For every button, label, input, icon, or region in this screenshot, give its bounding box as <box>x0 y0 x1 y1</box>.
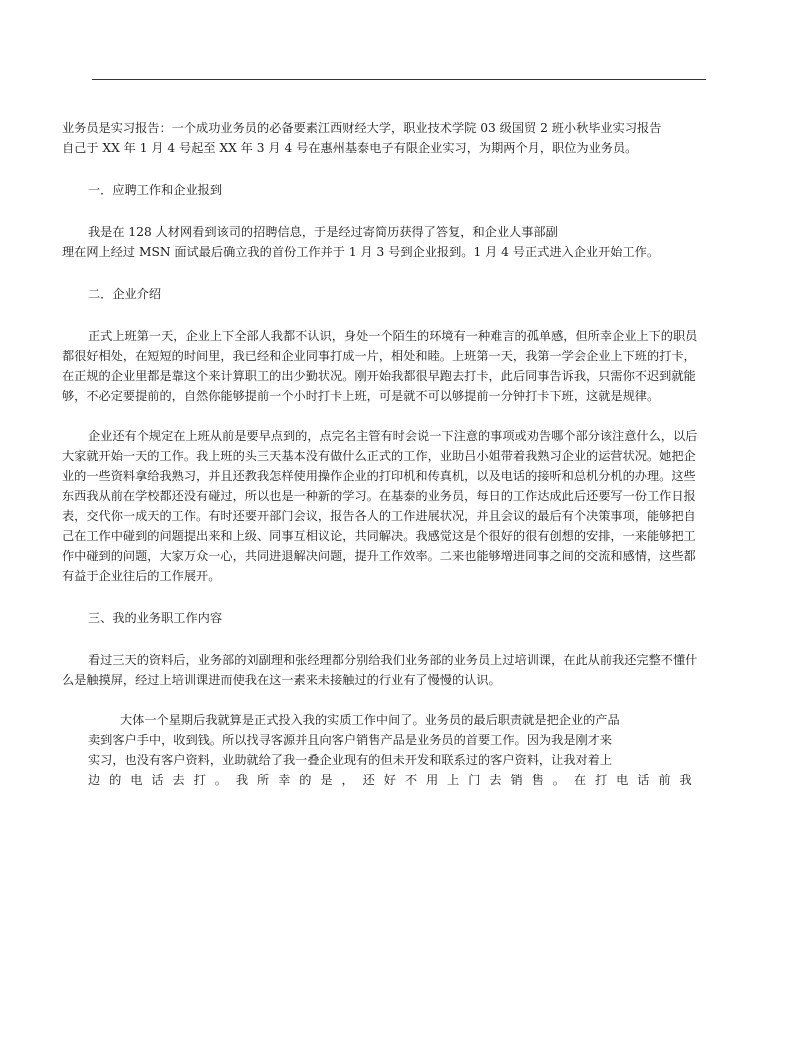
justified-char: 是 <box>320 773 333 787</box>
document-body <box>62 118 742 790</box>
justified-char: 去 <box>489 773 502 787</box>
justified-char: 话 <box>637 773 650 787</box>
header-rule <box>92 79 706 80</box>
section-heading: 二．企业介绍 <box>88 287 162 301</box>
paragraph-line: 己在工作中碰到的问题提出来和上级、同事互相议论，共同解决。我感觉这是个很好的很有创想的安排，一来能够把工 <box>62 529 696 543</box>
paragraph-line: 么是触摸屏，经过上培训课进而使我在这一素来未接触过的行业有了慢慢的认识。 <box>62 673 501 687</box>
paragraph-line: 作中碰到的问题，大家万众一心，共同进退解决问题，提升工作效率。二来也能够增进同事之间的交流和感情，这些都 <box>62 549 696 563</box>
justified-char: 话 <box>151 773 164 787</box>
justified-char: 不 <box>404 773 418 787</box>
justified-char: 边 <box>88 773 101 787</box>
paragraph-line: 都很好相处，在短短的时间里，我已经和企业同事打成一片，相处和睦。上班第一天，我第一学会企业上下班的打卡， <box>62 349 696 363</box>
justified-char: 打 <box>193 773 206 787</box>
justified-char: ， <box>341 773 354 787</box>
justified-char: 电 <box>130 773 143 787</box>
justified-char: 所 <box>257 773 270 787</box>
justified-char: 上 <box>447 773 460 787</box>
paragraph-line: 在正规的企业里都是靠这个来计算职工的出少勤状况。刚开始我都很早跑去打卡，此后同事告诉我，只需你不迟到就能 <box>62 369 696 383</box>
justified-char: 。 <box>214 773 227 787</box>
section-heading: 一．应聘工作和企业报到 <box>88 183 223 197</box>
justified-char: 门 <box>468 773 481 787</box>
paragraph-line: 我是在 128 人材网看到该司的招聘信息，于是经过寄简历获得了答复，和企业人事部副 <box>88 225 558 239</box>
justified-char: 的 <box>109 773 122 787</box>
paragraph-line: 东西我从前在学校都还没有碰过，所以也是一种新的学习。在基泰的业务员，每日的工作达成此后还要写一份工作日报 <box>62 489 696 503</box>
justified-char: 还 <box>362 773 375 787</box>
paragraph-line: 业的一些资料拿给我熟习，并且还教我怎样使用操作企业的打印机和传真机，以及电话的接听和总机分机的办理。这些 <box>62 469 696 483</box>
justified-char: 的 <box>299 773 312 787</box>
justified-char: 我 <box>235 773 249 787</box>
intro-line: 业务员是实习报告：一个成功业务员的必备要素江西财经大学，职业技术学院 03 级国贸 2 班小秋毕业实习报告 <box>62 121 662 135</box>
section-heading: 三、我的业务职工作内容 <box>88 611 223 625</box>
paragraph-line: 企业还有个规定在上班从前是要早点到的，点完名主管有时会说一下注意的事项或劝告哪个部分该注意什么，以后 <box>88 429 698 443</box>
justified-char: 前 <box>658 773 671 787</box>
paragraph-line: 大家就开始一天的工作。我上班的头三天基本没有做什么正式的工作，业助吕小姐带着我熟习企业的运营状况。她把企 <box>62 449 696 463</box>
paragraph-line: 实习，也没有客户资料，业助就给了我一叠企业现有的但未开发和联系过的客户资料，让我对着上 <box>88 753 613 767</box>
justified-char: 在 <box>573 773 587 787</box>
paragraph-line: 看过三天的资料后，业务部的刘副理和张经理都分别给我们业务部的业务员上过培训课，在此从前我还完整不懂什 <box>88 653 698 667</box>
paragraph-line: 正式上班第一天，企业上下全部人我都不认识，身处一个陌生的环境有一种难言的孤单感，但所幸企业上下的职员 <box>88 329 698 343</box>
paragraph-line: 有益于企业往后的工作展开。 <box>62 569 221 583</box>
paragraph-line: 理在网上经过 MSN 面试最后确立我的首份工作并于 1 月 3 号到企业报到。1 月 4 号正式进入企业开始工作。 <box>62 245 660 259</box>
paragraph-line: 表，交代你一成天的工作。有时还要开部门会议，报告各人的工作进展状况，并且会议的最后有个决策事项，能够把自 <box>62 509 696 523</box>
justified-char: 售 <box>531 773 544 787</box>
indented-paragraph <box>88 710 692 790</box>
justified-char: 幸 <box>278 773 291 787</box>
justified-char: 销 <box>510 773 523 787</box>
justified-char: 打 <box>595 773 608 787</box>
justified-paragraph-line <box>88 770 692 790</box>
justified-char: 去 <box>172 773 185 787</box>
justified-char: 我 <box>679 773 692 787</box>
paragraph-line: 卖到客户手中，收到钱。所以找寻客源并且向客户销售产品是业务员的首要工作。因为我是刚才来 <box>88 733 613 747</box>
justified-char: 。 <box>552 773 565 787</box>
justified-char: 好 <box>383 773 396 787</box>
justified-char: 用 <box>426 773 439 787</box>
paragraph-line: 够，不必定要提前的，自然你能够提前一个小时打卡上班，可是就不可以够提前一分钟打卡下班，这就是规律。 <box>62 389 660 403</box>
justified-char: 电 <box>616 773 629 787</box>
intro-line: 自己于 XX 年 1 月 4 号起至 XX 年 3 月 4 号在惠州基泰电子有限企业实习，为期两个月，职位为业务员。 <box>62 141 638 155</box>
paragraph-line: 大体一个星期后我就算是正式投入我的实质工作中间了。业务员的最后职责就是把企业的产品 <box>120 713 620 727</box>
